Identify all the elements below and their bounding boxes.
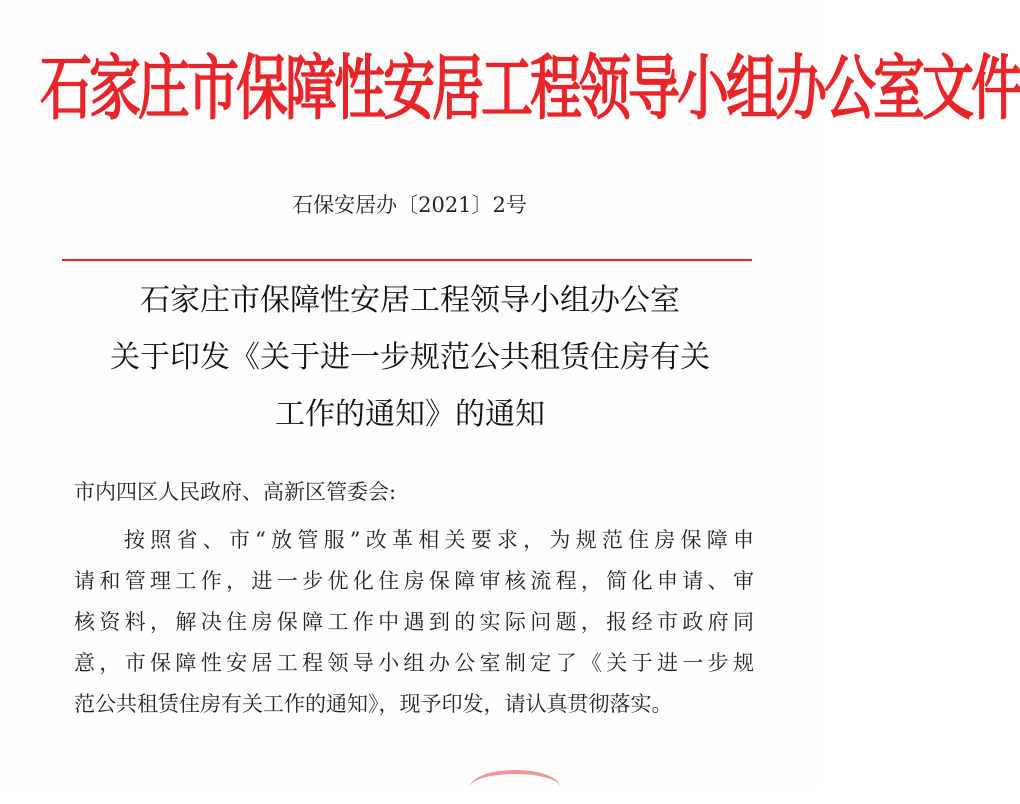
red-divider-rule bbox=[62, 259, 752, 261]
addressee-line: 市内四区人民政府、高新区管委会: bbox=[74, 480, 397, 504]
title-line: 工作的通知》的通知 bbox=[275, 397, 545, 432]
body-line: 意，市保障性安居工程领导小组办公室制定了《关于进一步规 bbox=[74, 651, 754, 675]
body-paragraph bbox=[74, 520, 754, 725]
document-masthead: 石家庄市保障性安居工程领导小组办公室文件 bbox=[40, 49, 1020, 130]
body-line: 范公共租赁住房有关工作的通知》，现予印发，请认真贯彻落实。 bbox=[74, 692, 673, 716]
document-number: 石保安居办〔2021〕2号 bbox=[292, 193, 527, 217]
official-seal-fragment bbox=[470, 770, 560, 804]
document-title bbox=[40, 272, 780, 443]
title-line: 关于印发《关于进一步规范公共租赁住房有关 bbox=[110, 340, 710, 375]
title-line: 石家庄市保障性安居工程领导小组办公室 bbox=[140, 283, 680, 318]
body-line: 按照省、市“放管服”改革相关要求，为规范住房保障申 bbox=[124, 528, 754, 552]
body-line: 请和管理工作，进一步优化住房保障审核流程，简化申请、审 bbox=[74, 569, 754, 593]
body-line: 核资料，解决住房保障工作中遇到的实际问题，报经市政府同 bbox=[74, 610, 754, 634]
